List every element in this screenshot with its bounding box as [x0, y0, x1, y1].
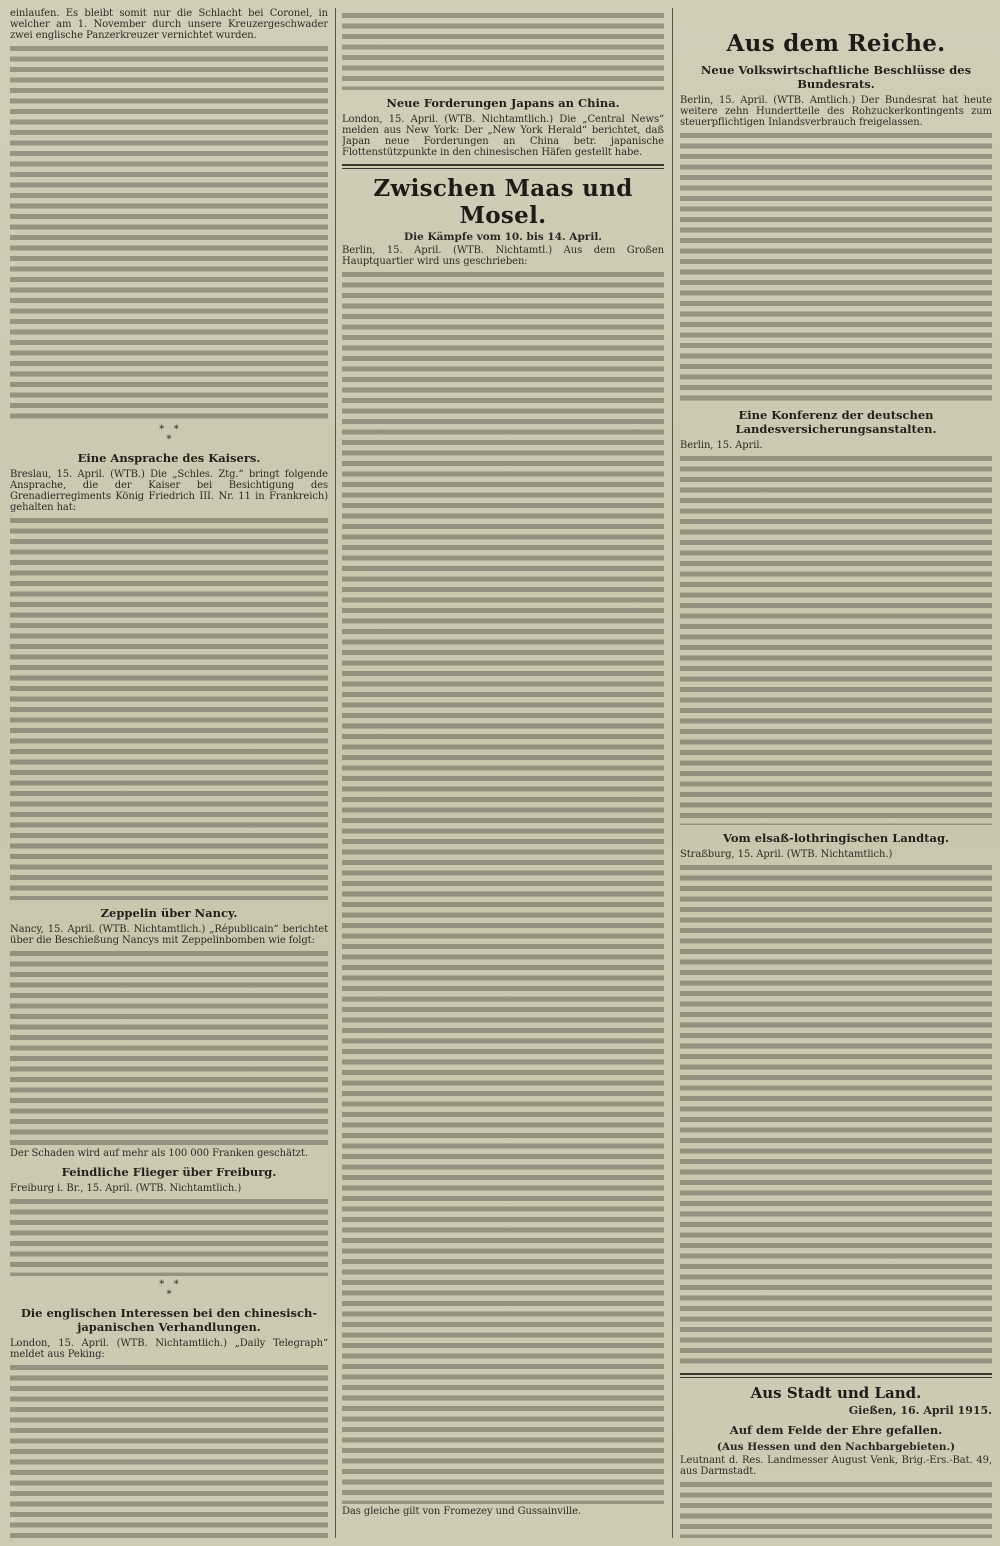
column-divider [335, 8, 336, 1538]
main-subheading: Die Kämpfe vom 10. bis 14. April. [404, 231, 602, 243]
article-lead: Nancy, 15. April. (WTB. Nichtamtlich.) „Républicain“ berichtet über die Beschießung Nancys mit Zeppelinbomben wie folgt: [10, 924, 328, 946]
article-heading: Die englischen Interessen bei den chinesisch-japanischen Verhandlungen. [20, 1306, 318, 1334]
article-text: Leutnant d. Res. Landmesser August Venk, Brig.-Ers.-Bat. 49, aus Darmstadt. [680, 1455, 992, 1477]
column-divider [672, 8, 673, 1538]
text-lines [680, 862, 992, 1367]
article-lead: Berlin, 15. April. [680, 440, 763, 451]
text-lines [10, 1362, 328, 1538]
article-lead: Breslau, 15. April. (WTB.) Die „Schles. Ztg.“ bringt folgende Ansprache, die der Kaiser bei Besichtigung des Grenadierregiments König Friedrich III. Nr. 11 in Frankreich) gehalten hat: [10, 469, 328, 513]
article-heading: Eine Ansprache des Kaisers. [77, 451, 261, 465]
text-lines [680, 453, 992, 825]
article-lead: Berlin, 15. April. (WTB. Nichtamtl.) Aus dem Großen Hauptquartier wird uns geschrieben: [342, 245, 664, 267]
article-heading: Neue Volkswirtschaftliche Beschlüsse des Bundesrats. [700, 63, 972, 91]
article-heading: Feindliche Flieger über Freiburg. [61, 1165, 277, 1179]
article-heading: Neue Forderungen Japans an China. [386, 96, 620, 110]
article-lead: Berlin, 15. April. (WTB. Amtlich.) Der Bundesrat hat heute weitere zehn Hundertteile des Rohzuckerkontingents zum steuerpflichtigen Inlandsverbrauch freigelassen. [680, 95, 992, 128]
article-lead: Straßburg, 15. April. (WTB. Nichtamtlich.) [680, 849, 893, 860]
article-subheading: (Aus Hessen und den Nachbargebieten.) [716, 1441, 956, 1453]
article-lead: London, 15. April. (WTB. Nichtamtlich.) „Daily Telegraph“ meldet aus Peking: [10, 1338, 328, 1360]
section-headline: Aus Stadt und Land. [750, 1384, 922, 1402]
text-lines [680, 130, 992, 402]
article-heading: Vom elsaß-lothringischen Landtag. [722, 831, 949, 845]
section-rule [342, 164, 664, 169]
dateline [680, 1404, 992, 1417]
article-text: einlaufen. Es bleibt somit nur die Schlacht bei Coronel, in welcher am 1. November durch unsere Kreuzergeschwader zwei englische Panzerkreuzer vernichtet wurden. [10, 8, 328, 41]
column-right [680, 8, 992, 1538]
text-lines [10, 948, 328, 1146]
article-lead: Freiburg i. Br., 15. April. (WTB. Nichtamtlich.) [10, 1183, 242, 1194]
article-heading: Auf dem Felde der Ehre gefallen. [729, 1423, 943, 1437]
separator-stars: * * * [159, 1279, 179, 1300]
text-lines [680, 1479, 992, 1538]
column-left [10, 8, 328, 1538]
column-middle [342, 8, 664, 1538]
text-lines [10, 515, 328, 900]
text-lines [342, 10, 664, 90]
section-rule [680, 1373, 992, 1378]
dateline-text: Gießen, 16. April 1915. [848, 1404, 992, 1417]
article-lead: London, 15. April. (WTB. Nichtamtlich.) Die „Central News“ melden aus New York: Der „New York Herald“ berichtet, daß Japan neue Forderungen an China betr. japanische Flottenstützpunkte in den chinesischen Häfen gestellt habe. [342, 114, 664, 158]
article-heading: Eine Konferenz der deutschen Landesversicherungsanstalten. [735, 408, 937, 436]
separator-stars: * * * [159, 424, 179, 445]
text-lines [10, 43, 328, 421]
article-text: Der Schaden wird auf mehr als 100 000 Franken geschätzt. [10, 1148, 308, 1159]
article-heading: Zeppelin über Nancy. [100, 906, 238, 920]
text-lines [342, 269, 664, 1504]
article-text: Das gleiche gilt von Fromezey und Gussainville. [342, 1506, 581, 1517]
text-lines [10, 1196, 328, 1276]
main-headline: Zwischen Maas und Mosel. [373, 175, 633, 229]
section-headline: Aus dem Reiche. [726, 30, 946, 57]
